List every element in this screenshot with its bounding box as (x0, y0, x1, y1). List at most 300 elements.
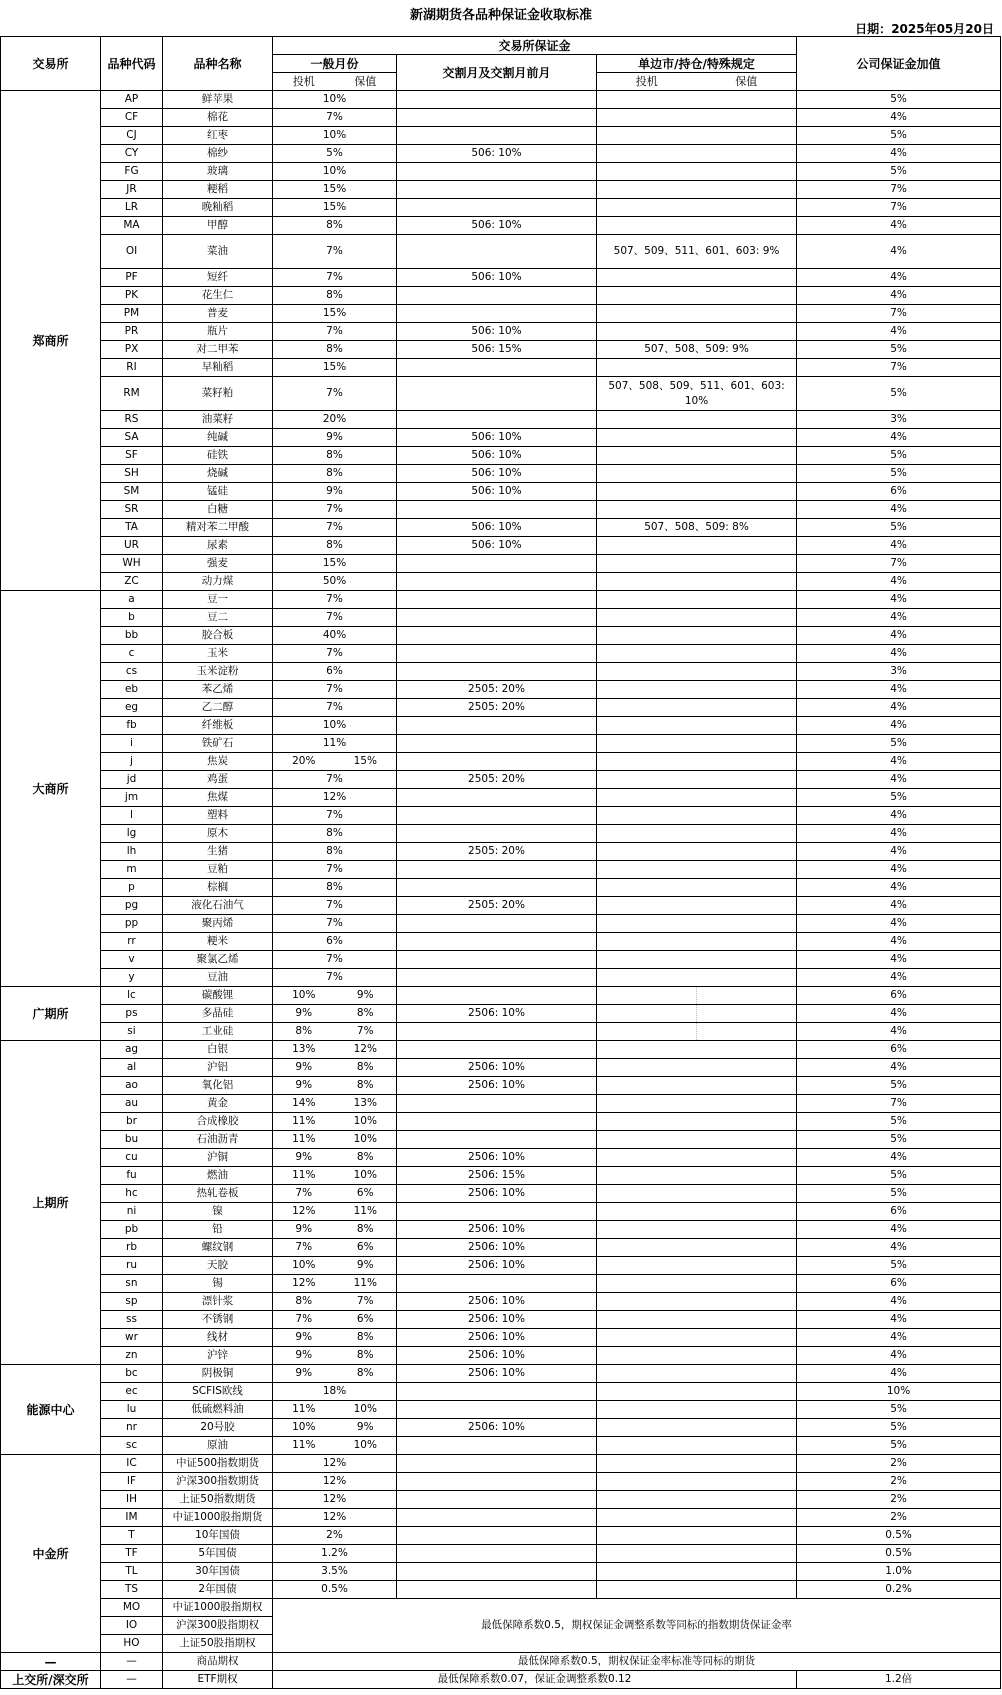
code-cell: sp (101, 1293, 163, 1311)
name-cell: 商品期权 (163, 1653, 273, 1671)
table-row (1, 1023, 1001, 1041)
spec-margin-cell: 9% (273, 1347, 335, 1365)
name-cell: 原木 (163, 825, 273, 843)
code-cell: al (101, 1059, 163, 1077)
name-cell: 硅铁 (163, 447, 273, 465)
table-row (1, 1239, 1001, 1257)
name-cell: 花生仁 (163, 287, 273, 305)
code-cell: TS (101, 1581, 163, 1599)
addon-cell: 5% (797, 519, 1001, 537)
name-cell: 焦煤 (163, 789, 273, 807)
delivery-margin-cell (397, 987, 597, 1005)
code-cell: ec (101, 1383, 163, 1401)
general-margin-cell: 7% (273, 501, 397, 519)
name-cell: 上证50指数期货 (163, 1491, 273, 1509)
name-cell: 中证1000股指期权 (163, 1599, 273, 1617)
addon-cell: 7% (797, 199, 1001, 217)
spec-margin-cell: 13% (273, 1041, 335, 1059)
addon-cell: 4% (797, 573, 1001, 591)
special-margin-cell (597, 627, 797, 645)
addon-cell: 3% (797, 663, 1001, 681)
page-title: 新湖期货各品种保证金收取标准 (409, 8, 592, 23)
special-margin-cell (597, 1383, 797, 1401)
special-margin-cell (597, 217, 797, 235)
delivery-margin-cell (397, 1581, 597, 1599)
table-row (1, 1491, 1001, 1509)
spec-margin-cell: 11% (273, 1437, 335, 1455)
table-row (1, 1365, 1001, 1383)
code-cell: IH (101, 1491, 163, 1509)
general-margin-cell: 7% (273, 377, 397, 411)
general-margin-cell: 7% (273, 235, 397, 269)
name-cell: 液化石油气 (163, 897, 273, 915)
code-cell: TL (101, 1563, 163, 1581)
delivery-margin-cell: 2506: 10% (397, 1077, 597, 1095)
name-cell: 尿素 (163, 537, 273, 555)
addon-cell: 6% (797, 987, 1001, 1005)
spec-margin-cell: 9% (273, 1365, 335, 1383)
name-cell: 30年国债 (163, 1563, 273, 1581)
addon-cell: 5% (797, 1437, 1001, 1455)
delivery-margin-cell (397, 645, 597, 663)
name-cell: 乙二醇 (163, 699, 273, 717)
code-cell: PR (101, 323, 163, 341)
addon-cell: 4% (797, 1023, 1001, 1041)
delivery-margin-cell: 2506: 15% (397, 1167, 597, 1185)
table-row (1, 1293, 1001, 1311)
table-row (1, 1509, 1001, 1527)
code-cell: SF (101, 447, 163, 465)
name-cell: 白糖 (163, 501, 273, 519)
table-row (1, 933, 1001, 951)
code-cell: lc (101, 987, 163, 1005)
general-margin-cell: 7% (273, 897, 397, 915)
code-cell: IC (101, 1455, 163, 1473)
general-margin-cell: 12% (273, 1491, 397, 1509)
addon-cell: 5% (797, 1401, 1001, 1419)
code-cell: ZC (101, 573, 163, 591)
delivery-margin-cell (397, 573, 597, 591)
code-cell: IM (101, 1509, 163, 1527)
table-row (1, 323, 1001, 341)
name-cell: 棕榈 (163, 879, 273, 897)
special-margin-cell (597, 1311, 797, 1329)
spec-margin-cell: 12% (273, 1275, 335, 1293)
delivery-margin-cell (397, 663, 597, 681)
hedge-margin-cell: 8% (335, 1077, 397, 1095)
spec-margin-cell: 9% (273, 1077, 335, 1095)
table-row (1, 1545, 1001, 1563)
name-cell: 纯碱 (163, 429, 273, 447)
code-cell: TA (101, 519, 163, 537)
code-cell: OI (101, 235, 163, 269)
col-code: 品种代码 (101, 37, 163, 91)
delivery-margin-cell: 2506: 10% (397, 1293, 597, 1311)
name-cell: 10年国债 (163, 1527, 273, 1545)
name-cell: 线材 (163, 1329, 273, 1347)
table-row (1, 217, 1001, 235)
delivery-margin-cell: 506: 10% (397, 483, 597, 501)
code-cell: SH (101, 465, 163, 483)
code-cell: c (101, 645, 163, 663)
addon-cell: 4% (797, 627, 1001, 645)
special-margin-cell (597, 305, 797, 323)
code-cell: IF (101, 1473, 163, 1491)
code-cell: rb (101, 1239, 163, 1257)
addon-cell: 4% (797, 645, 1001, 663)
addon-cell: 5% (797, 465, 1001, 483)
code-cell: WH (101, 555, 163, 573)
code-cell: zn (101, 1347, 163, 1365)
addon-cell: 4% (797, 681, 1001, 699)
special-margin-cell (597, 573, 797, 591)
name-cell: 锰硅 (163, 483, 273, 501)
table-row (1, 1149, 1001, 1167)
name-cell: 豆二 (163, 609, 273, 627)
special-margin-cell (597, 807, 797, 825)
general-margin-cell: 7% (273, 323, 397, 341)
code-cell: PX (101, 341, 163, 359)
delivery-margin-cell (397, 969, 597, 987)
special-margin-cell (597, 145, 797, 163)
delivery-margin-cell: 506: 10% (397, 323, 597, 341)
general-margin-cell: 12% (273, 1455, 397, 1473)
delivery-margin-cell: 2506: 10% (397, 1005, 597, 1023)
table-row (1, 1581, 1001, 1599)
delivery-margin-cell (397, 109, 597, 127)
special-margin-cell (597, 181, 797, 199)
code-cell: bu (101, 1131, 163, 1149)
code-cell: — (101, 1653, 163, 1671)
name-cell: 瓶片 (163, 323, 273, 341)
delivery-margin-cell (397, 591, 597, 609)
addon-cell: 4% (797, 969, 1001, 987)
code-cell: RS (101, 411, 163, 429)
addon-cell: 3% (797, 411, 1001, 429)
table-row (1, 269, 1001, 287)
hedge-margin-cell: 10% (335, 1437, 397, 1455)
name-cell: 粳米 (163, 933, 273, 951)
addon-cell: 4% (797, 145, 1001, 163)
table-row (1, 429, 1001, 447)
delivery-margin-cell (397, 199, 597, 217)
special-margin-cell (597, 1239, 797, 1257)
name-cell: 动力煤 (163, 573, 273, 591)
delivery-margin-cell: 506: 10% (397, 269, 597, 287)
name-cell: 棉花 (163, 109, 273, 127)
delivery-margin-cell: 2506: 10% (397, 1419, 597, 1437)
special-margin-cell: 507、508、509: 9% (597, 341, 797, 359)
code-cell: PK (101, 287, 163, 305)
general-margin-cell: 10% (273, 127, 397, 145)
table-row (1, 1383, 1001, 1401)
addon-cell: 4% (797, 1347, 1001, 1365)
addon-cell: 2% (797, 1473, 1001, 1491)
general-margin-cell: 7% (273, 915, 397, 933)
table-row (1, 879, 1001, 897)
exchange-cell: — (1, 1653, 101, 1671)
hedge-margin-cell: 13% (335, 1095, 397, 1113)
delivery-margin-cell (397, 1095, 597, 1113)
code-cell: ni (101, 1203, 163, 1221)
spec-margin-cell: 9% (273, 1059, 335, 1077)
special-margin-cell (597, 843, 797, 861)
table-row (1, 951, 1001, 969)
delivery-margin-cell (397, 1383, 597, 1401)
table-row (1, 573, 1001, 591)
special-margin-cell (597, 1257, 797, 1275)
spec-margin-cell: 10% (273, 1257, 335, 1275)
table-row (1, 447, 1001, 465)
general-margin-cell: 50% (273, 573, 397, 591)
special-margin-cell (597, 861, 797, 879)
special-margin-cell (597, 1509, 797, 1527)
addon-cell: 2% (797, 1455, 1001, 1473)
table-row (1, 1599, 1001, 1617)
general-margin-cell: 0.5% (273, 1581, 397, 1599)
table-row (1, 555, 1001, 573)
spec-margin-cell: 9% (273, 1221, 335, 1239)
name-cell: ETF期权 (163, 1671, 273, 1689)
exchange-cell: 能源中心 (1, 1365, 101, 1455)
delivery-margin-cell: 2506: 10% (397, 1347, 597, 1365)
code-cell: lh (101, 843, 163, 861)
code-cell: i (101, 735, 163, 753)
special-margin-cell (597, 91, 797, 109)
special-margin-cell (597, 1437, 797, 1455)
code-cell: LR (101, 199, 163, 217)
general-margin-cell: 8% (273, 465, 397, 483)
name-cell: 普麦 (163, 305, 273, 323)
delivery-margin-cell: 506: 10% (397, 519, 597, 537)
delivery-margin-cell (397, 1545, 597, 1563)
name-cell: 塑料 (163, 807, 273, 825)
special-margin-cell (597, 951, 797, 969)
code-cell: JR (101, 181, 163, 199)
delivery-margin-cell: 506: 10% (397, 465, 597, 483)
hedge-margin-cell: 9% (335, 987, 397, 1005)
general-margin-cell: 15% (273, 181, 397, 199)
addon-cell: 5% (797, 1185, 1001, 1203)
table-row (1, 1329, 1001, 1347)
name-cell: 鲜苹果 (163, 91, 273, 109)
code-cell: CF (101, 109, 163, 127)
code-cell: PM (101, 305, 163, 323)
general-margin-cell: 7% (273, 771, 397, 789)
general-margin-cell: 7% (273, 609, 397, 627)
col-exchange: 交易所 (1, 37, 101, 91)
name-cell: 豆油 (163, 969, 273, 987)
code-cell: bb (101, 627, 163, 645)
name-cell: 中证1000股指期货 (163, 1509, 273, 1527)
table-row (1, 1671, 1001, 1689)
table-row (1, 1401, 1001, 1419)
spec-margin-cell: 7% (273, 1239, 335, 1257)
special-margin-cell: 507、508、509、511、601、603: 10% (597, 377, 797, 411)
special-margin-cell (597, 537, 797, 555)
addon-cell: 5% (797, 1167, 1001, 1185)
table-row (1, 627, 1001, 645)
addon-cell: 5% (797, 735, 1001, 753)
name-cell: 纤维板 (163, 717, 273, 735)
exchange-cell: 中金所 (1, 1455, 101, 1653)
col-hedge: 保值 (335, 73, 397, 91)
special-margin-cell (597, 699, 797, 717)
code-cell: wr (101, 1329, 163, 1347)
name-cell: 菜籽粕 (163, 377, 273, 411)
addon-cell: 6% (797, 1041, 1001, 1059)
code-cell: AP (101, 91, 163, 109)
table-row (1, 537, 1001, 555)
code-cell: j (101, 753, 163, 771)
special-margin-cell (597, 591, 797, 609)
spec-margin-cell: 10% (273, 987, 335, 1005)
special-margin-cell (597, 933, 797, 951)
delivery-margin-cell (397, 1203, 597, 1221)
table-row (1, 987, 1001, 1005)
code-cell: UR (101, 537, 163, 555)
special-margin-cell (597, 789, 797, 807)
special-margin-cell (597, 359, 797, 377)
name-cell: 菜油 (163, 235, 273, 269)
name-cell: 2年国债 (163, 1581, 273, 1599)
name-cell: 合成橡胶 (163, 1113, 273, 1131)
name-cell: 豆一 (163, 591, 273, 609)
special-margin-cell (597, 109, 797, 127)
name-cell: 玻璃 (163, 163, 273, 181)
name-cell: 沪铜 (163, 1149, 273, 1167)
general-margin-cell: 15% (273, 359, 397, 377)
table-row (1, 1527, 1001, 1545)
spec-margin-cell: 7% (273, 1185, 335, 1203)
hedge-margin-cell: 8% (335, 1347, 397, 1365)
delivery-margin-cell (397, 717, 597, 735)
special-hedge-cell (697, 987, 797, 1005)
table-row (1, 969, 1001, 987)
delivery-margin-cell (397, 411, 597, 429)
code-cell: RI (101, 359, 163, 377)
code-cell: y (101, 969, 163, 987)
addon-cell: 4% (797, 429, 1001, 447)
name-cell: 原油 (163, 1437, 273, 1455)
name-cell: 鸡蛋 (163, 771, 273, 789)
code-cell: HO (101, 1635, 163, 1653)
hedge-margin-cell: 6% (335, 1239, 397, 1257)
spec-margin-cell: 8% (273, 1023, 335, 1041)
delivery-margin-cell: 2506: 10% (397, 1311, 597, 1329)
general-margin-cell: 8% (273, 447, 397, 465)
col-spec-special: 投机 (597, 73, 697, 91)
delivery-margin-cell (397, 501, 597, 519)
name-cell: 氧化铝 (163, 1077, 273, 1095)
delivery-margin-cell (397, 163, 597, 181)
general-margin-cell: 8% (273, 825, 397, 843)
addon-cell: 4% (797, 1239, 1001, 1257)
code-cell: sc (101, 1437, 163, 1455)
addon-cell: 4% (797, 217, 1001, 235)
code-cell: jd (101, 771, 163, 789)
hedge-margin-cell: 8% (335, 1365, 397, 1383)
special-margin-cell (597, 825, 797, 843)
general-margin-cell: 7% (273, 269, 397, 287)
name-cell: 玉米淀粉 (163, 663, 273, 681)
table-row (1, 501, 1001, 519)
special-margin-cell (597, 771, 797, 789)
table-row (1, 717, 1001, 735)
code-cell: eb (101, 681, 163, 699)
general-margin-cell: 6% (273, 933, 397, 951)
code-cell: pb (101, 1221, 163, 1239)
addon-cell: 4% (797, 879, 1001, 897)
table-row (1, 1203, 1001, 1221)
hedge-margin-cell: 7% (335, 1293, 397, 1311)
table-row (1, 861, 1001, 879)
code-cell: ps (101, 1005, 163, 1023)
exchange-cell: 广期所 (1, 987, 101, 1041)
table-row (1, 825, 1001, 843)
code-cell: PF (101, 269, 163, 287)
addon-cell: 4% (797, 1365, 1001, 1383)
addon-cell: 4% (797, 897, 1001, 915)
special-margin-cell (597, 323, 797, 341)
special-spec-cell (597, 987, 697, 1005)
delivery-margin-cell: 2505: 20% (397, 771, 597, 789)
table-row (1, 771, 1001, 789)
special-margin-cell (597, 1059, 797, 1077)
table-row (1, 1095, 1001, 1113)
addon-cell: 1.2倍 (797, 1671, 1001, 1689)
table-row (1, 1257, 1001, 1275)
special-margin-cell (597, 1527, 797, 1545)
general-margin-cell: 9% (273, 483, 397, 501)
date-label: 日期：2025年05月20日 (855, 22, 994, 36)
addon-cell: 4% (797, 771, 1001, 789)
special-margin-cell (597, 1113, 797, 1131)
table-row (1, 287, 1001, 305)
special-margin-cell (597, 1149, 797, 1167)
table-row (1, 411, 1001, 429)
table-row (1, 1041, 1001, 1059)
addon-cell: 7% (797, 1095, 1001, 1113)
addon-cell: 4% (797, 843, 1001, 861)
special-margin-cell (597, 681, 797, 699)
name-cell: 黄金 (163, 1095, 273, 1113)
addon-cell: 4% (797, 861, 1001, 879)
table-row (1, 1185, 1001, 1203)
general-margin-cell: 8% (273, 537, 397, 555)
name-cell: 螺纹钢 (163, 1239, 273, 1257)
delivery-margin-cell (397, 1455, 597, 1473)
delivery-margin-cell (397, 555, 597, 573)
delivery-margin-cell: 506: 10% (397, 447, 597, 465)
addon-cell: 0.5% (797, 1527, 1001, 1545)
table-row (1, 1167, 1001, 1185)
delivery-margin-cell (397, 1023, 597, 1041)
delivery-margin-cell (397, 1437, 597, 1455)
delivery-margin-cell (397, 127, 597, 145)
delivery-margin-cell: 506: 15% (397, 341, 597, 359)
code-cell: IO (101, 1617, 163, 1635)
code-cell: au (101, 1095, 163, 1113)
name-cell: 粳稻 (163, 181, 273, 199)
exchange-cell: 郑商所 (1, 91, 101, 591)
addon-cell: 5% (797, 341, 1001, 359)
name-cell: 甲醇 (163, 217, 273, 235)
exchange-cell: 上期所 (1, 1041, 101, 1365)
addon-cell: 5% (797, 91, 1001, 109)
table-row (1, 109, 1001, 127)
delivery-margin-cell (397, 1527, 597, 1545)
